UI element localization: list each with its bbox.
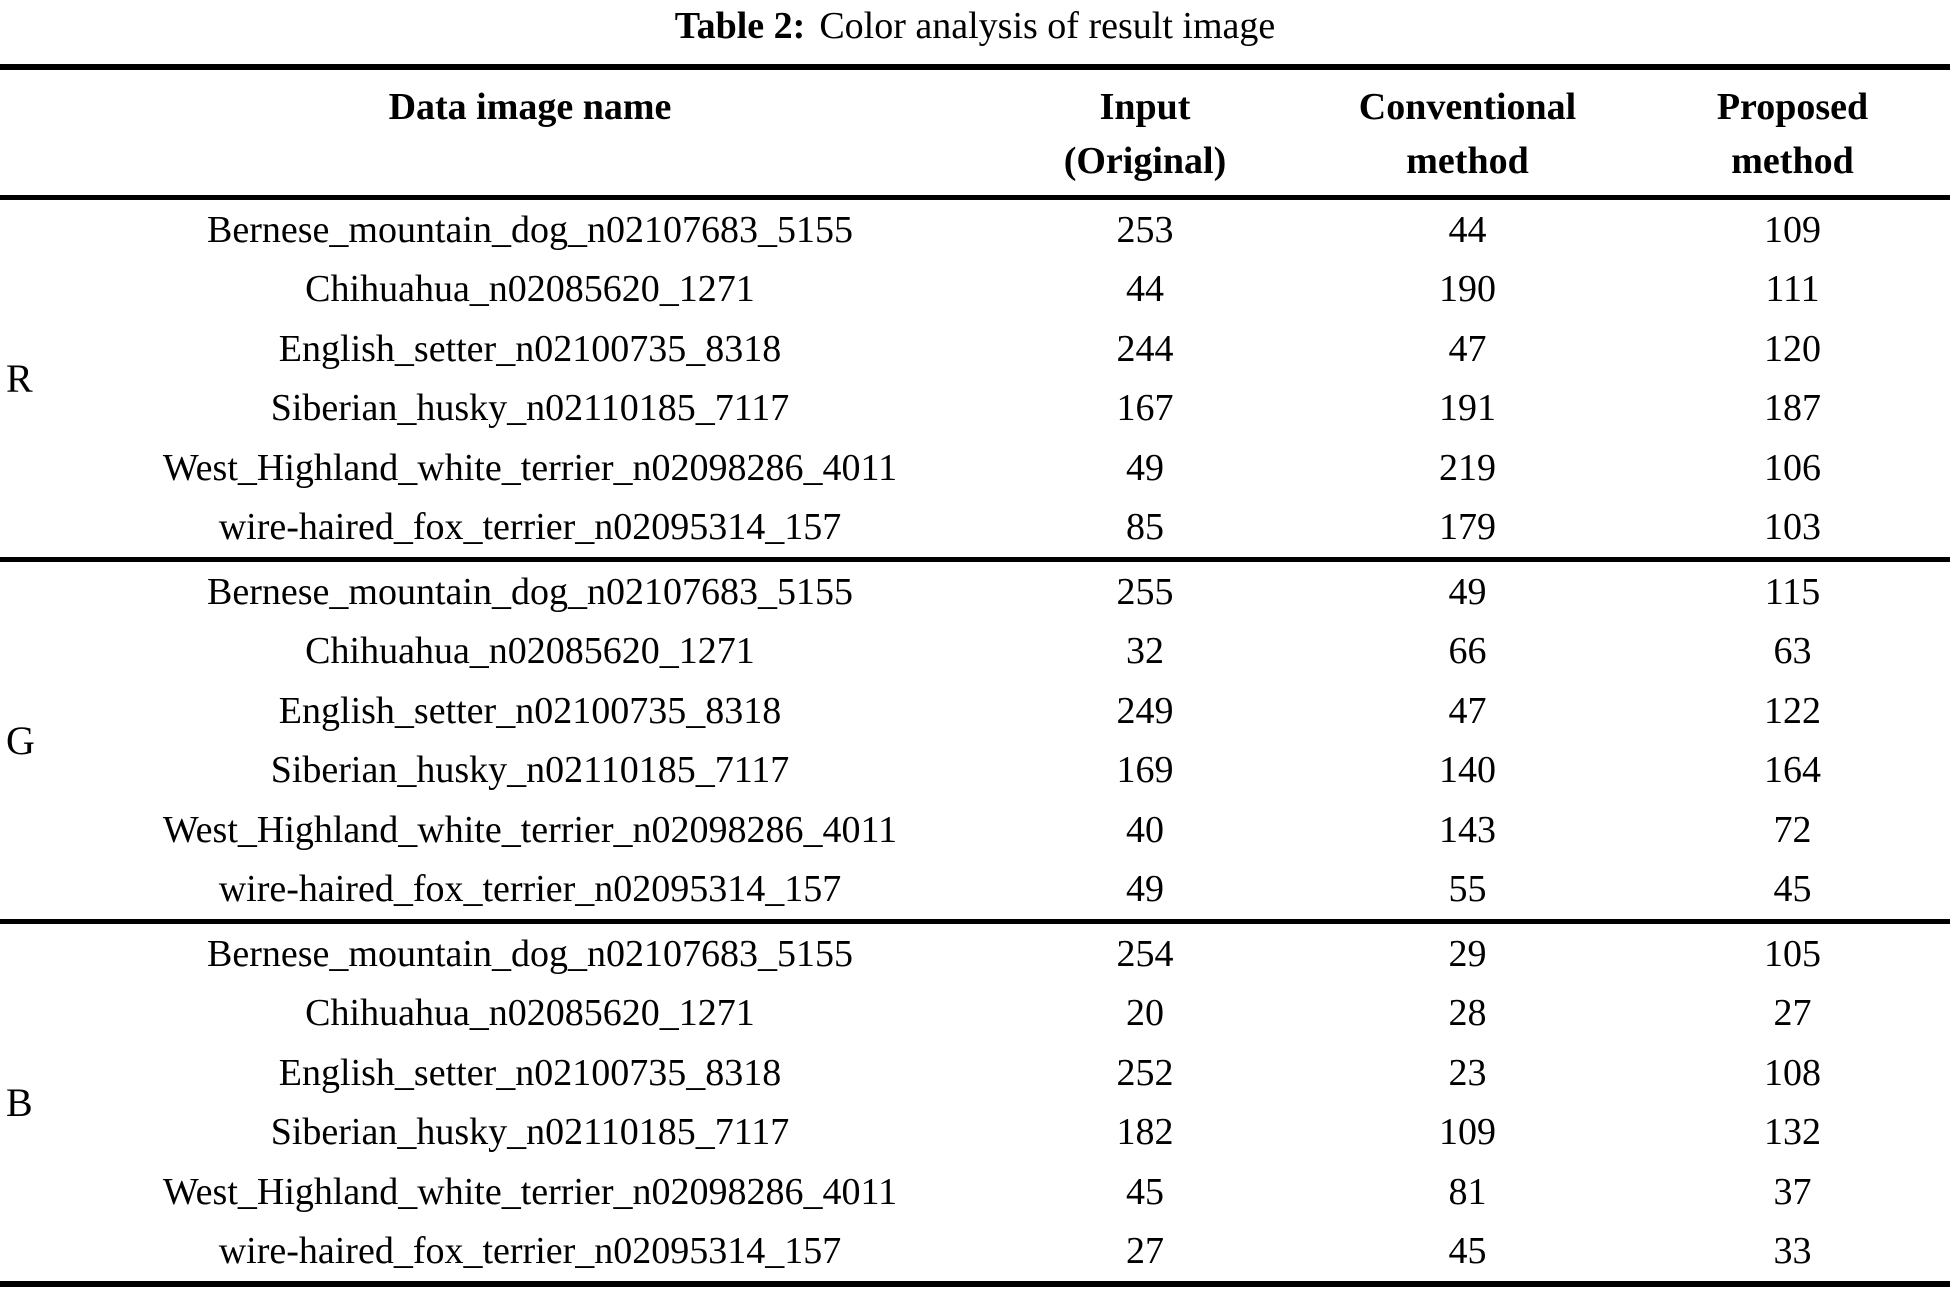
- table-row: [60, 260, 1950, 320]
- cell-input-value: 254: [1116, 932, 1174, 975]
- cell-image-name: Siberian_husky_n02110185_7117: [270, 749, 790, 792]
- cell-image-name: Siberian_husky_n02110185_7117: [270, 387, 790, 430]
- cell-conventional-value: 44: [1448, 208, 1487, 251]
- column-header-conventional: [1290, 80, 1645, 195]
- cell-image-name: Chihuahua_n02085620_1271: [305, 992, 755, 1035]
- cell-input-value: 49: [1126, 446, 1164, 489]
- cell-proposed-value: 109: [1764, 208, 1821, 251]
- table-row: [60, 379, 1950, 439]
- cell-conventional-value: 109: [1439, 1111, 1496, 1154]
- cell-image-name: Chihuahua_n02085620_1271: [305, 268, 755, 311]
- column-header-proposed: [1645, 80, 1940, 195]
- cell-input-value: 182: [1116, 1111, 1174, 1154]
- cell-proposed-value: 72: [1773, 808, 1812, 851]
- table-row: [60, 319, 1950, 379]
- column-header-input: [1000, 80, 1290, 195]
- cell-image-name: Bernese_mountain_dog_n02107683_5155: [207, 932, 853, 975]
- cell-input-value: 85: [1126, 506, 1164, 549]
- cell-proposed-value: 164: [1764, 749, 1821, 792]
- cell-conventional-value: 179: [1439, 506, 1496, 549]
- cell-proposed-value: 37: [1773, 1170, 1812, 1213]
- cell-conventional-value: 23: [1448, 1051, 1487, 1094]
- table-row: [60, 681, 1950, 741]
- cell-input-value: 49: [1126, 868, 1164, 911]
- table-row: [60, 622, 1950, 682]
- cell-proposed-value: 187: [1764, 387, 1821, 430]
- group-label: B: [6, 1080, 33, 1125]
- table-group-R: [0, 200, 1950, 557]
- table-row: [60, 200, 1950, 260]
- cell-proposed-value: 108: [1764, 1051, 1821, 1094]
- cell-input-value: 45: [1126, 1170, 1164, 1213]
- column-header-input-line2: (Original): [1063, 140, 1227, 182]
- cell-input-value: 244: [1116, 327, 1174, 370]
- table-caption-label: Table 2:: [674, 5, 806, 47]
- color-analysis-table: [0, 64, 1950, 1287]
- cell-input-value: 249: [1116, 689, 1174, 732]
- table-group-G: [0, 557, 1950, 919]
- cell-conventional-value: 191: [1439, 387, 1496, 430]
- cell-conventional-value: 140: [1439, 749, 1496, 792]
- group-label-cell: [0, 924, 60, 1281]
- cell-image-name: English_setter_n02100735_8318: [278, 327, 782, 370]
- cell-input-value: 169: [1116, 749, 1174, 792]
- column-header-data-image-name-label: Data image name: [388, 86, 672, 128]
- cell-proposed-value: 33: [1773, 1230, 1812, 1273]
- cell-proposed-value: 120: [1764, 327, 1821, 370]
- cell-image-name: Bernese_mountain_dog_n02107683_5155: [207, 570, 853, 613]
- cell-image-name: Siberian_husky_n02110185_7117: [270, 1111, 790, 1154]
- table-header-row: [0, 70, 1950, 200]
- table-row: [60, 741, 1950, 801]
- cell-proposed-value: 45: [1773, 868, 1812, 911]
- cell-proposed-value: 115: [1764, 570, 1821, 613]
- cell-conventional-value: 66: [1448, 630, 1487, 673]
- column-header-data-image-name: [60, 80, 1000, 195]
- group-label-cell: [0, 200, 60, 557]
- table-row: [60, 860, 1950, 920]
- group-label-cell: [0, 562, 60, 919]
- cell-input-value: 252: [1116, 1051, 1174, 1094]
- cell-conventional-value: 28: [1448, 992, 1487, 1035]
- cell-input-value: 32: [1126, 630, 1164, 673]
- cell-input-value: 44: [1126, 268, 1164, 311]
- table-row: [60, 924, 1950, 984]
- cell-proposed-value: 105: [1764, 932, 1821, 975]
- table-caption-text: Color analysis of result image: [819, 5, 1276, 47]
- cell-proposed-value: 27: [1773, 992, 1812, 1035]
- cell-input-value: 40: [1126, 808, 1164, 851]
- cell-image-name: wire-haired_fox_terrier_n02095314_157: [218, 1230, 842, 1273]
- table-row: [60, 498, 1950, 558]
- cell-input-value: 253: [1116, 208, 1174, 251]
- cell-image-name: West_Highland_white_terrier_n02098286_4011: [162, 446, 898, 489]
- cell-image-name: wire-haired_fox_terrier_n02095314_157: [218, 868, 842, 911]
- table-caption: [0, 0, 1950, 64]
- cell-conventional-value: 49: [1448, 570, 1487, 613]
- cell-image-name: West_Highland_white_terrier_n02098286_4011: [162, 808, 898, 851]
- table-row: [60, 438, 1950, 498]
- table-group-B: [0, 919, 1950, 1281]
- table-row: [60, 800, 1950, 860]
- cell-proposed-value: 103: [1764, 506, 1821, 549]
- cell-input-value: 20: [1126, 992, 1164, 1035]
- group-rows: [60, 200, 1950, 557]
- column-header-proposed-line2: method: [1731, 140, 1854, 182]
- table-row: [60, 1043, 1950, 1103]
- cell-image-name: English_setter_n02100735_8318: [278, 1051, 782, 1094]
- group-rows: [60, 562, 1950, 919]
- table-row: [60, 1103, 1950, 1163]
- group-label: R: [6, 356, 33, 401]
- header-group-spacer: [0, 80, 60, 195]
- cell-image-name: Chihuahua_n02085620_1271: [305, 630, 755, 673]
- table-row: [60, 1162, 1950, 1222]
- cell-image-name: wire-haired_fox_terrier_n02095314_157: [218, 506, 842, 549]
- column-header-conventional-line1: Conventional: [1358, 86, 1577, 128]
- cell-image-name: English_setter_n02100735_8318: [278, 689, 782, 732]
- cell-proposed-value: 132: [1764, 1111, 1821, 1154]
- cell-conventional-value: 81: [1448, 1170, 1487, 1213]
- cell-conventional-value: 47: [1448, 327, 1487, 370]
- cell-input-value: 167: [1116, 387, 1174, 430]
- column-header-conventional-line2: method: [1406, 140, 1529, 182]
- cell-input-value: 255: [1116, 570, 1174, 613]
- cell-conventional-value: 55: [1448, 868, 1487, 911]
- cell-conventional-value: 143: [1439, 808, 1496, 851]
- group-rows: [60, 924, 1950, 1281]
- table-body: [0, 200, 1950, 1281]
- cell-image-name: West_Highland_white_terrier_n02098286_4011: [162, 1170, 898, 1213]
- table-row: [60, 984, 1950, 1044]
- column-header-proposed-line1: Proposed: [1716, 86, 1869, 128]
- table-row: [60, 562, 1950, 622]
- cell-conventional-value: 219: [1439, 446, 1496, 489]
- cell-conventional-value: 45: [1448, 1230, 1487, 1273]
- cell-proposed-value: 106: [1764, 446, 1821, 489]
- cell-conventional-value: 47: [1448, 689, 1487, 732]
- group-label: G: [6, 718, 35, 763]
- cell-proposed-value: 122: [1764, 689, 1821, 732]
- column-header-input-line1: Input: [1099, 86, 1191, 128]
- cell-image-name: Bernese_mountain_dog_n02107683_5155: [207, 208, 853, 251]
- cell-input-value: 27: [1126, 1230, 1164, 1273]
- cell-conventional-value: 190: [1439, 268, 1496, 311]
- cell-conventional-value: 29: [1448, 932, 1487, 975]
- table-row: [60, 1222, 1950, 1282]
- cell-proposed-value: 63: [1773, 630, 1812, 673]
- cell-proposed-value: 111: [1765, 268, 1820, 311]
